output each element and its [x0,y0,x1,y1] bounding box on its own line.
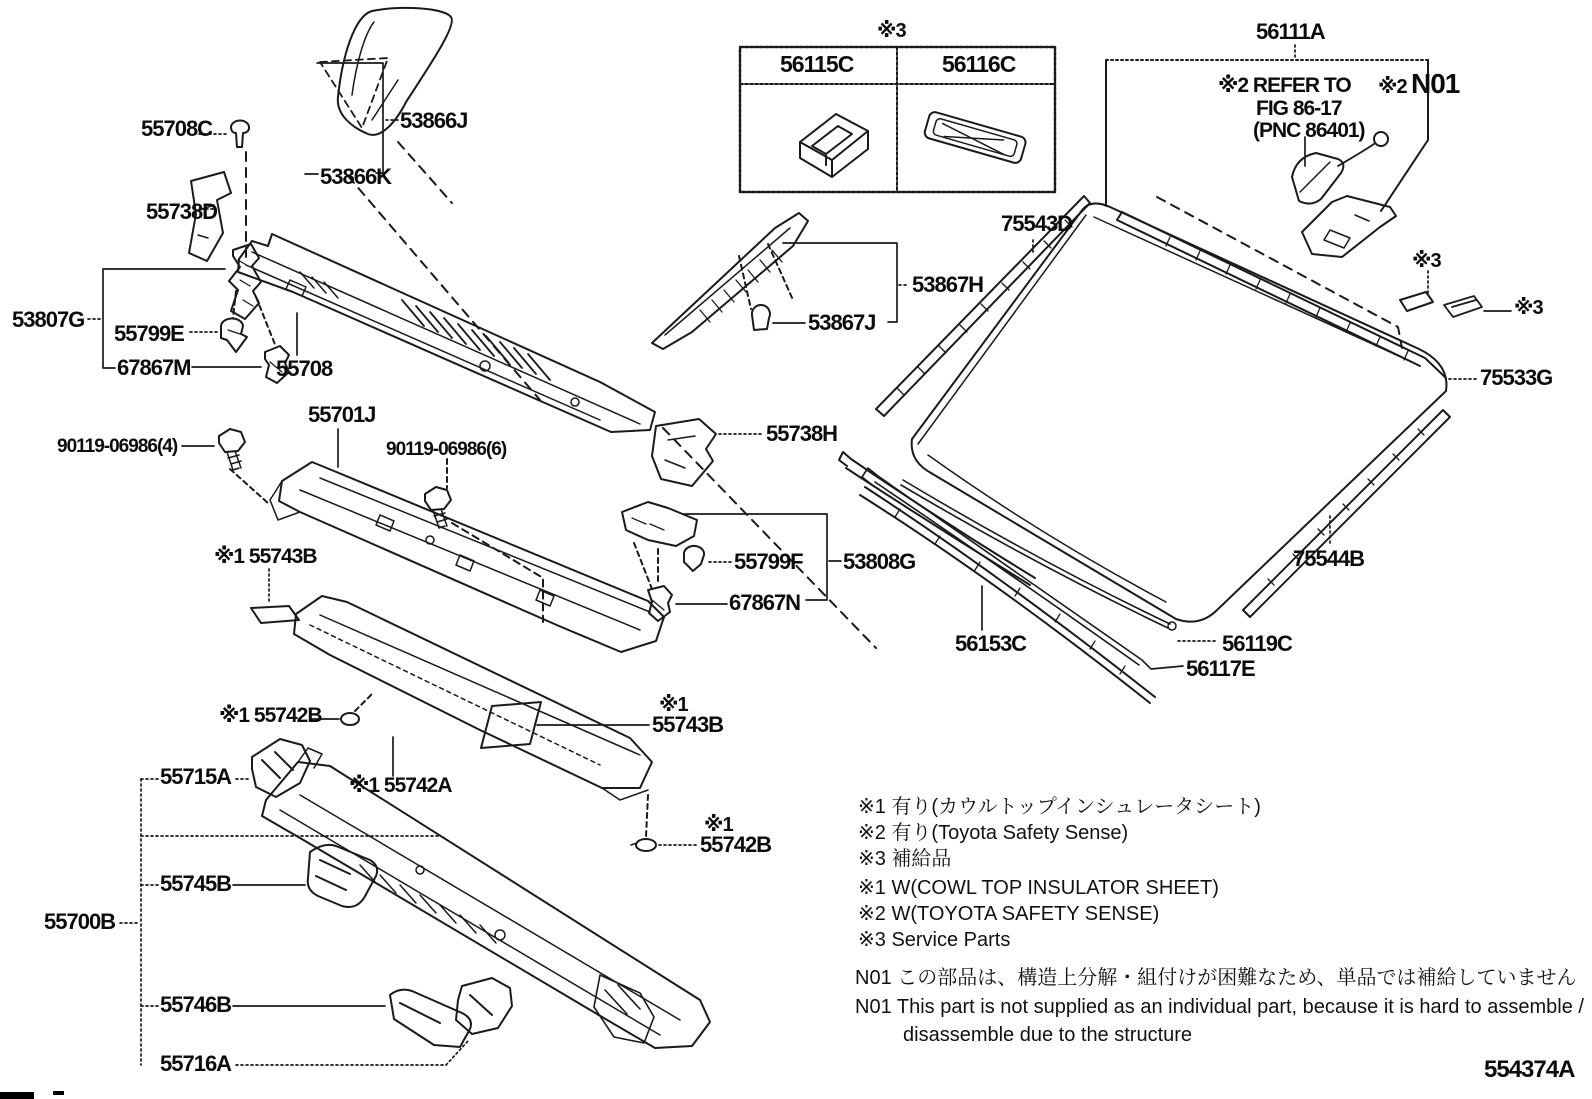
part-label-55742B-right: 55742B [700,832,772,857]
part-label-mark3-b: ※3 [1514,297,1543,319]
figure-code: 554374A [1484,1056,1575,1083]
part-label-55738H: 55738H [766,421,838,446]
part-label-56115C: 56115C [780,51,854,77]
corner-fragment [53,1091,64,1095]
note-n01-jp: N01 この部品は、構造上分解・組付けが困難なため、単品では補給していません [855,967,1577,989]
part-label-55715A: 55715A [160,764,232,789]
part-label-refer-line1: ※2 REFER TO [1218,74,1351,97]
part-label-55708: 55708 [276,356,333,381]
part-label-refer-line3: (PNC 86401) [1253,119,1365,142]
note-n01-en-line2: disassemble due to the structure [903,1024,1193,1046]
part-label-53808G: 53808G [843,549,916,574]
note-line: ※2 W(TOYOTA SAFETY SENSE) [858,903,1160,925]
part-label-90119-06986-4: 90119-06986(4) [57,436,178,457]
part-label-56116C: 56116C [942,51,1016,77]
part-label-55708C: 55708C [141,116,213,141]
part-label-55738D: 55738D [146,199,218,224]
part-label-55799F: 55799F [734,549,803,574]
part-label-55799E: 55799E [114,321,184,346]
part-label-75544B: 75544B [1293,546,1365,571]
part-label-55745B: 55745B [160,871,232,896]
part-label-56111A: 56111A [1256,19,1325,44]
windshield-glass-drawing [912,203,1447,621]
part-label-53866K: 53866K [320,164,392,189]
part-label-53807G: 53807G [12,307,85,332]
part-label-mark3-a: ※3 [1412,250,1441,272]
insulator-sheet-55743B-left-drawing [251,606,299,623]
corner-fragment [0,1092,34,1099]
cowl-top-ventilator-louver-drawing [238,234,655,432]
part-label-55701J: 55701J [308,402,376,427]
pin-55708C-drawing [231,120,249,147]
part-label-mark1-55743B: ※1 [659,694,688,716]
note-line: ※1 W(COWL TOP INSULATOR SHEET) [858,877,1219,899]
note-line: ※3 Service Parts [858,929,1011,951]
part-label-55743B-left: ※1 55743B [214,545,317,568]
note-line: ※1 有り(カウルトップインシュレータシート) [858,796,1261,818]
part-label-90119-06986-6: 90119-06986(6) [386,439,507,460]
part-label-55742B-left: ※1 55742B [219,704,322,727]
part-label-N01: N01 [1411,68,1460,99]
part-label-75543D: 75543D [1001,211,1073,236]
part-label-75533G: 75533G [1480,365,1553,390]
insulator-sheet-55743B-right-drawing [481,702,541,748]
part-label-refer-line2: FIG 86-17 [1256,97,1342,120]
part-label-55746B: 55746B [160,992,232,1017]
note-n01-en-line1: N01 This part is not supplied as an individual part, because it is hard to assemble / [855,996,1584,1018]
service-pads-drawing [1400,292,1482,317]
molding-75544B-drawing [1243,410,1450,617]
screw-90119-06986-4-drawing [219,429,245,470]
part-label-55742A: ※1 55742A [349,774,452,797]
cowl-panel-sub-assy-drawing [270,462,664,652]
part-label-53867H: 53867H [912,272,984,297]
note-line: ※2 有り(Toyota Safety Sense) [858,822,1129,844]
part-label-56119C: 56119C [1222,631,1292,656]
part-label-55743B-right: 55743B [652,712,724,737]
insulator-55742A-drawing [294,596,652,800]
part-label-56117E: 56117E [1186,656,1255,681]
part-label-mark3-table: ※3 [877,20,906,42]
note-line: ※3 補給品 [858,848,952,870]
mirror-cover-56111A-drawing [1292,132,1396,257]
part-label-53866J: 53866J [400,108,468,133]
part-label-mark1-55742B: ※1 [704,814,733,836]
part-label-55716A: 55716A [160,1051,232,1076]
part-label-67867N: 67867N [729,590,801,615]
cowl-side-panel-55738H-drawing [652,419,716,486]
part-label-53867J: 53867J [808,310,876,335]
part-label-mark2-right: ※2 [1378,76,1407,98]
molding-75533G-drawing [1117,212,1446,378]
part-label-55700B: 55700B [44,909,116,934]
part-label-67867M: 67867M [117,355,191,380]
dashed-assembly-lines [230,142,1402,837]
part-label-56153C: 56153C [955,631,1027,656]
